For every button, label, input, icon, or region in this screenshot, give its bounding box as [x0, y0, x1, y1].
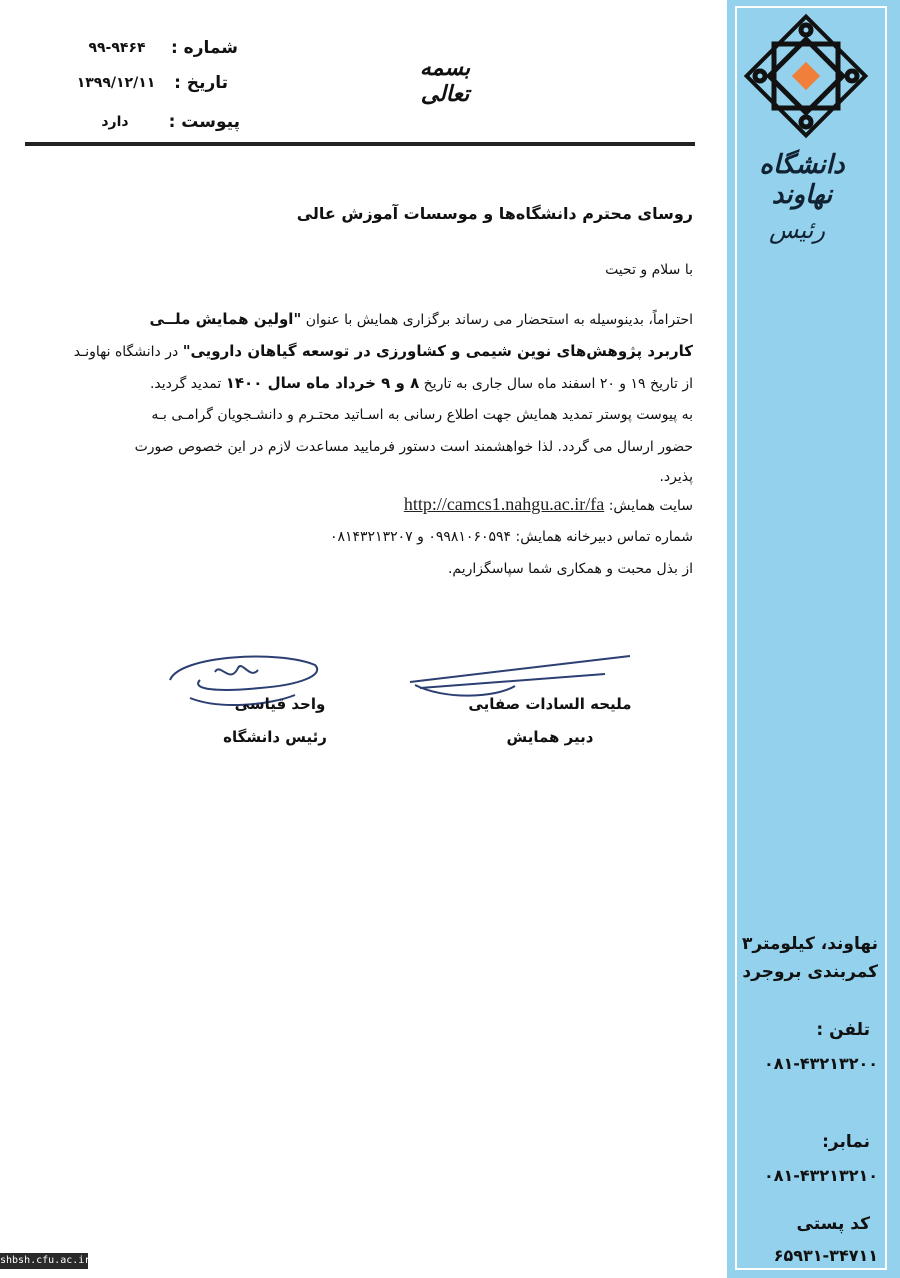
- attachment-value: دارد: [101, 114, 129, 130]
- right-signer-title: دبیر همایش: [506, 728, 594, 746]
- body-line-3: از تاریخ ۱۹ و ۲۰ اسفند ماه سال جاری به تاریخ ۸ و ۹ خرداد ماه سال ۱۴۰۰ تمدید گردید.: [149, 374, 693, 392]
- contact-line: شماره تماس دبیرخانه همایش: ۰۹۹۸۱۰۶۰۵۹۴ و ۰۸۱۴۳۲۱۳۲۰۷: [329, 529, 693, 545]
- site-link[interactable]: http://camcs1.nahgu.ac.ir/fa: [403, 494, 605, 514]
- postal-value: ۶۵۹۳۱-۳۴۷۱۱: [773, 1246, 878, 1265]
- number-label: شماره :: [170, 38, 238, 58]
- postal-label: کد پستی: [796, 1214, 870, 1234]
- university-name: دانشگاه نهاوند: [759, 150, 845, 210]
- phone-label: تلفن :: [816, 1020, 870, 1040]
- university-role: رئیس: [768, 216, 826, 244]
- body-line-1: احتراماً، بدینوسیله به استحضار می رساند برگزاری همایش با عنوان "اولین همایش ملــی: [149, 310, 693, 328]
- fax-value: ۰۸۱-۴۳۲۱۳۲۱۰: [763, 1166, 878, 1185]
- body-line-5: حضور ارسال می گردد. لذا خواهشمند است دستور فرمایید مساعدت لازم در این خصوص صورت: [134, 439, 693, 455]
- greeting: با سلام و تحیت: [605, 262, 693, 278]
- address-line-2: کمربندی بروجرد: [742, 962, 878, 982]
- fax-label: نمابر:: [822, 1132, 870, 1152]
- site-line: سایت همایش: http://camcs1.nahgu.ac.ir/fa: [403, 494, 693, 514]
- closing-line: از بذل محبت و همکاری شما سپاسگزاریم.: [447, 561, 693, 577]
- watermark-url: shbsh.cfu.ac.ir: [0, 1253, 88, 1269]
- date-value: ۱۳۹۹/۱۲/۱۱: [76, 75, 156, 91]
- attachment-label: پیوست :: [168, 112, 240, 132]
- body-line-2: کاربرد پژوهش‌های نوین شیمی و کشاورزی در توسعه گیاهان دارویی" در دانشگاه نهاونـد: [73, 342, 693, 360]
- number-value: ۹۹-۹۴۶۴: [88, 40, 146, 56]
- basmala: بسمه تعالی: [419, 55, 471, 107]
- date-label: تاریخ :: [174, 73, 228, 93]
- recipient: روسای محترم دانشگاه‌ها و موسسات آموزش عالی: [296, 204, 693, 223]
- left-signer-title: رئیس دانشگاه: [223, 728, 327, 746]
- header-divider: [25, 142, 695, 146]
- body-line-4: به پیوست پوستر تمدید همایش جهت اطلاع رسانی به اسـاتید محتـرم و دانشـجویان گرامـی بـه: [151, 407, 693, 423]
- right-signer-name: ملیحه السادات صفایی: [468, 695, 632, 713]
- phone-value: ۰۸۱-۴۳۲۱۳۲۰۰: [763, 1054, 878, 1073]
- address-line-1: نهاوند، کیلومتر۳: [742, 934, 878, 954]
- body-line-6: پذیرد.: [659, 469, 693, 485]
- university-logo-icon: [752, 22, 860, 130]
- left-signer-name: واحد قیاسی: [234, 695, 326, 713]
